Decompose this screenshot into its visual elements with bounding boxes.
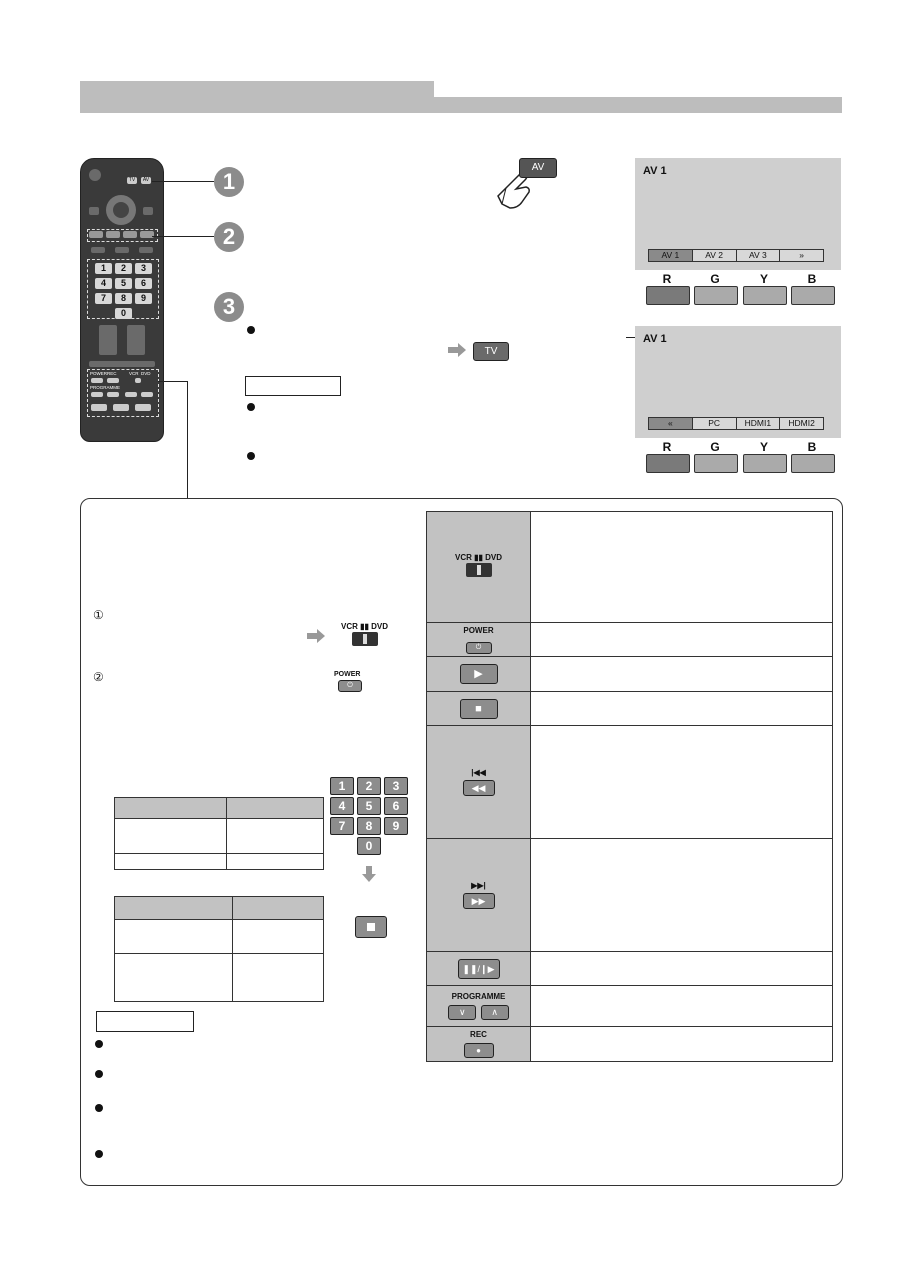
volume-rocker-icon [99,325,117,355]
header-bar [80,97,842,113]
remote-prog-down-icon [91,392,103,397]
power-label: POWER [463,625,494,635]
remote-control [80,158,164,442]
table-cell [233,920,324,954]
dvd-text: DVD [371,622,389,631]
screen-title: AV 1 [643,165,667,177]
green-key [694,286,738,305]
record-icon: ● [464,1043,494,1058]
callout-line-3-vertical [187,381,188,499]
table-cell [115,954,233,1002]
op-icon-cell [427,692,531,726]
op-description [531,726,833,839]
num-key-6: 6 [384,797,408,815]
step-2-badge: 2 [214,222,244,252]
num-key-5: 5 [357,797,381,815]
op-description [531,692,833,726]
fast-forward-icon: ▶▶ [463,893,495,909]
programme-label: PROGRAMME [451,992,506,1001]
table-cell [227,854,324,870]
remote-key-8: 8 [115,293,132,304]
menu-item-next: » [780,250,823,261]
yellow-key-label: Y [759,440,768,454]
bullet [95,1104,103,1112]
op-icon-cell [427,839,531,952]
op-description [531,512,833,623]
menu-item-hdmi1: HDMI1 [737,418,781,429]
substep-1-marker: ① [93,608,104,622]
rewind-icon: ◀◀ [463,780,495,796]
programme-up-icon: ∧ [481,1005,509,1020]
color-key-group [87,229,158,242]
remote-stop-icon [91,404,107,411]
remote-prog-up-icon [107,392,119,397]
remote-rewind-icon [125,392,137,397]
teletext-key-icon [91,247,105,253]
dpad-ok-icon [113,202,129,218]
remote-pause-icon [113,404,129,411]
arrow-down-icon [362,866,376,884]
blue-key-label: B [807,272,817,286]
hold-key-icon [139,247,153,253]
green-key-label: G [710,272,720,286]
skip-back-icon: |◀◀ [471,768,486,777]
yellow-key [743,286,787,305]
menu-item-av3: AV 3 [737,250,781,261]
table-header-cell [227,798,324,819]
num-key-7: 7 [330,817,354,835]
step-1-badge: 1 [214,167,244,197]
num-key-0: 0 [357,837,381,855]
av-input-screen [635,158,841,270]
table-cell [227,819,324,854]
exit-key-icon [143,207,153,215]
arrow-right-icon [307,629,327,643]
index-key-icon [115,247,129,253]
blue-key [791,286,835,305]
tv-key: TV [128,177,136,183]
table-header-cell [115,798,227,819]
yellow-key-label: Y [759,272,768,286]
op-icon-cell [427,657,531,692]
vcr-brand-table [114,797,324,870]
vcr-dvd-switch-icon [466,563,492,577]
op-icon-cell [427,726,531,839]
channel-rocker-icon [127,325,145,355]
input-menu-bar [648,249,824,262]
table-header-cell [115,897,233,920]
skip-forward-icon: ▶▶| [471,881,486,890]
vcr-dvd-label: VCR ▮▮ DVD [454,552,503,562]
remote-key-2: 2 [115,263,132,274]
dvd-brand-table [114,896,324,1002]
power-icon [89,169,101,181]
external-input-screen [635,326,841,438]
remote-vcr-dvd-switch-icon [135,378,141,383]
note-box [96,1011,194,1032]
menu-key-icon [89,207,99,215]
num-key-3: 3 [384,777,408,795]
note-box [245,376,341,396]
remote-key-9: 9 [135,293,152,304]
red-key-label: R [662,272,672,286]
screen-title: AV 1 [643,333,667,345]
table-cell [115,819,227,854]
num-key-9: 9 [384,817,408,835]
stop-icon [355,916,387,938]
function-key-row-icon [89,361,155,367]
remote-vcr-label: VCR [129,371,139,376]
remote-key-5: 5 [115,278,132,289]
op-icon-cell [427,1027,531,1062]
blue-key [791,454,835,473]
red-key-label: R [662,440,672,454]
yellow-key [743,454,787,473]
rec-label: REC [470,1030,487,1039]
green-key-label: G [710,440,720,454]
op-icon-cell [427,623,531,657]
red-key [646,454,690,473]
step-3-badge: 3 [214,292,244,322]
remote-key-7: 7 [95,293,112,304]
callout-line-2 [152,236,214,237]
remote-key-0: 0 [115,308,132,319]
arrow-right-icon [448,343,468,357]
remote-key-4: 4 [95,278,112,289]
red-key [646,286,690,305]
bullet [95,1070,103,1078]
remote-rec-icon [107,378,119,383]
num-key-8: 8 [357,817,381,835]
power-icon: ⏻ [338,680,362,692]
menu-item-hdmi2: HDMI2 [780,418,823,429]
num-key-2: 2 [357,777,381,795]
menu-item-av1: AV 1 [649,250,693,261]
pause-slow-icon: ❚❚/❙▶ [458,959,500,979]
bullet [247,326,255,334]
color-key-row-1 [646,273,856,307]
num-key-4: 4 [330,797,354,815]
color-key-row-2 [646,441,856,475]
op-description [531,657,833,692]
remote-dvd-label: DVD [141,371,151,376]
operations-table [426,511,833,1062]
remote-key-3: 3 [135,263,152,274]
table-cell [115,854,227,870]
green-key [694,454,738,473]
bullet [247,452,255,460]
table-header-cell [233,897,324,920]
play-icon: ▶ [460,664,498,684]
callout-line-1 [152,181,214,182]
remote-play-icon [135,404,151,411]
bullet [95,1150,103,1158]
programme-down-icon: ∨ [448,1005,476,1020]
power-icon: ⏻ [466,642,492,654]
power-label: POWER [334,671,361,678]
menu-item-pc: PC [693,418,737,429]
av-key: AV [142,177,150,183]
blue-key-label: B [807,440,817,454]
op-icon-cell [427,952,531,986]
op-icon-cell [427,986,531,1027]
menu-item-prev: « [649,418,693,429]
remote-ff-icon [141,392,153,397]
vcr-text: VCR [341,622,358,631]
op-description [531,1027,833,1062]
vcr-dvd-label: VCR ▮▮ DVD [341,622,389,631]
remote-programme-label: PROGRAMME [90,385,121,390]
menu-item-av2: AV 2 [693,250,737,261]
op-description [531,623,833,657]
remote-rec-label: REC [107,371,117,376]
tv-button: TV [473,342,509,361]
op-icon-cell [427,512,531,623]
remote-power-label: POWER [90,371,108,376]
remote-vcr-power-icon [91,378,103,383]
table-cell [115,920,233,954]
substep-2-marker: ② [93,670,104,684]
input-menu-bar [648,417,824,430]
remote-key-1: 1 [95,263,112,274]
num-key-1: 1 [330,777,354,795]
op-description [531,839,833,952]
op-description [531,986,833,1027]
op-description [531,952,833,986]
vcr-dvd-switch-icon [352,632,378,646]
table-cell [233,954,324,1002]
header-tab [80,81,434,97]
bullet [95,1040,103,1048]
callout-line-3 [158,381,188,382]
stop-icon: ■ [460,699,498,719]
av-button: AV [519,158,557,178]
remote-key-6: 6 [135,278,152,289]
bullet [247,403,255,411]
